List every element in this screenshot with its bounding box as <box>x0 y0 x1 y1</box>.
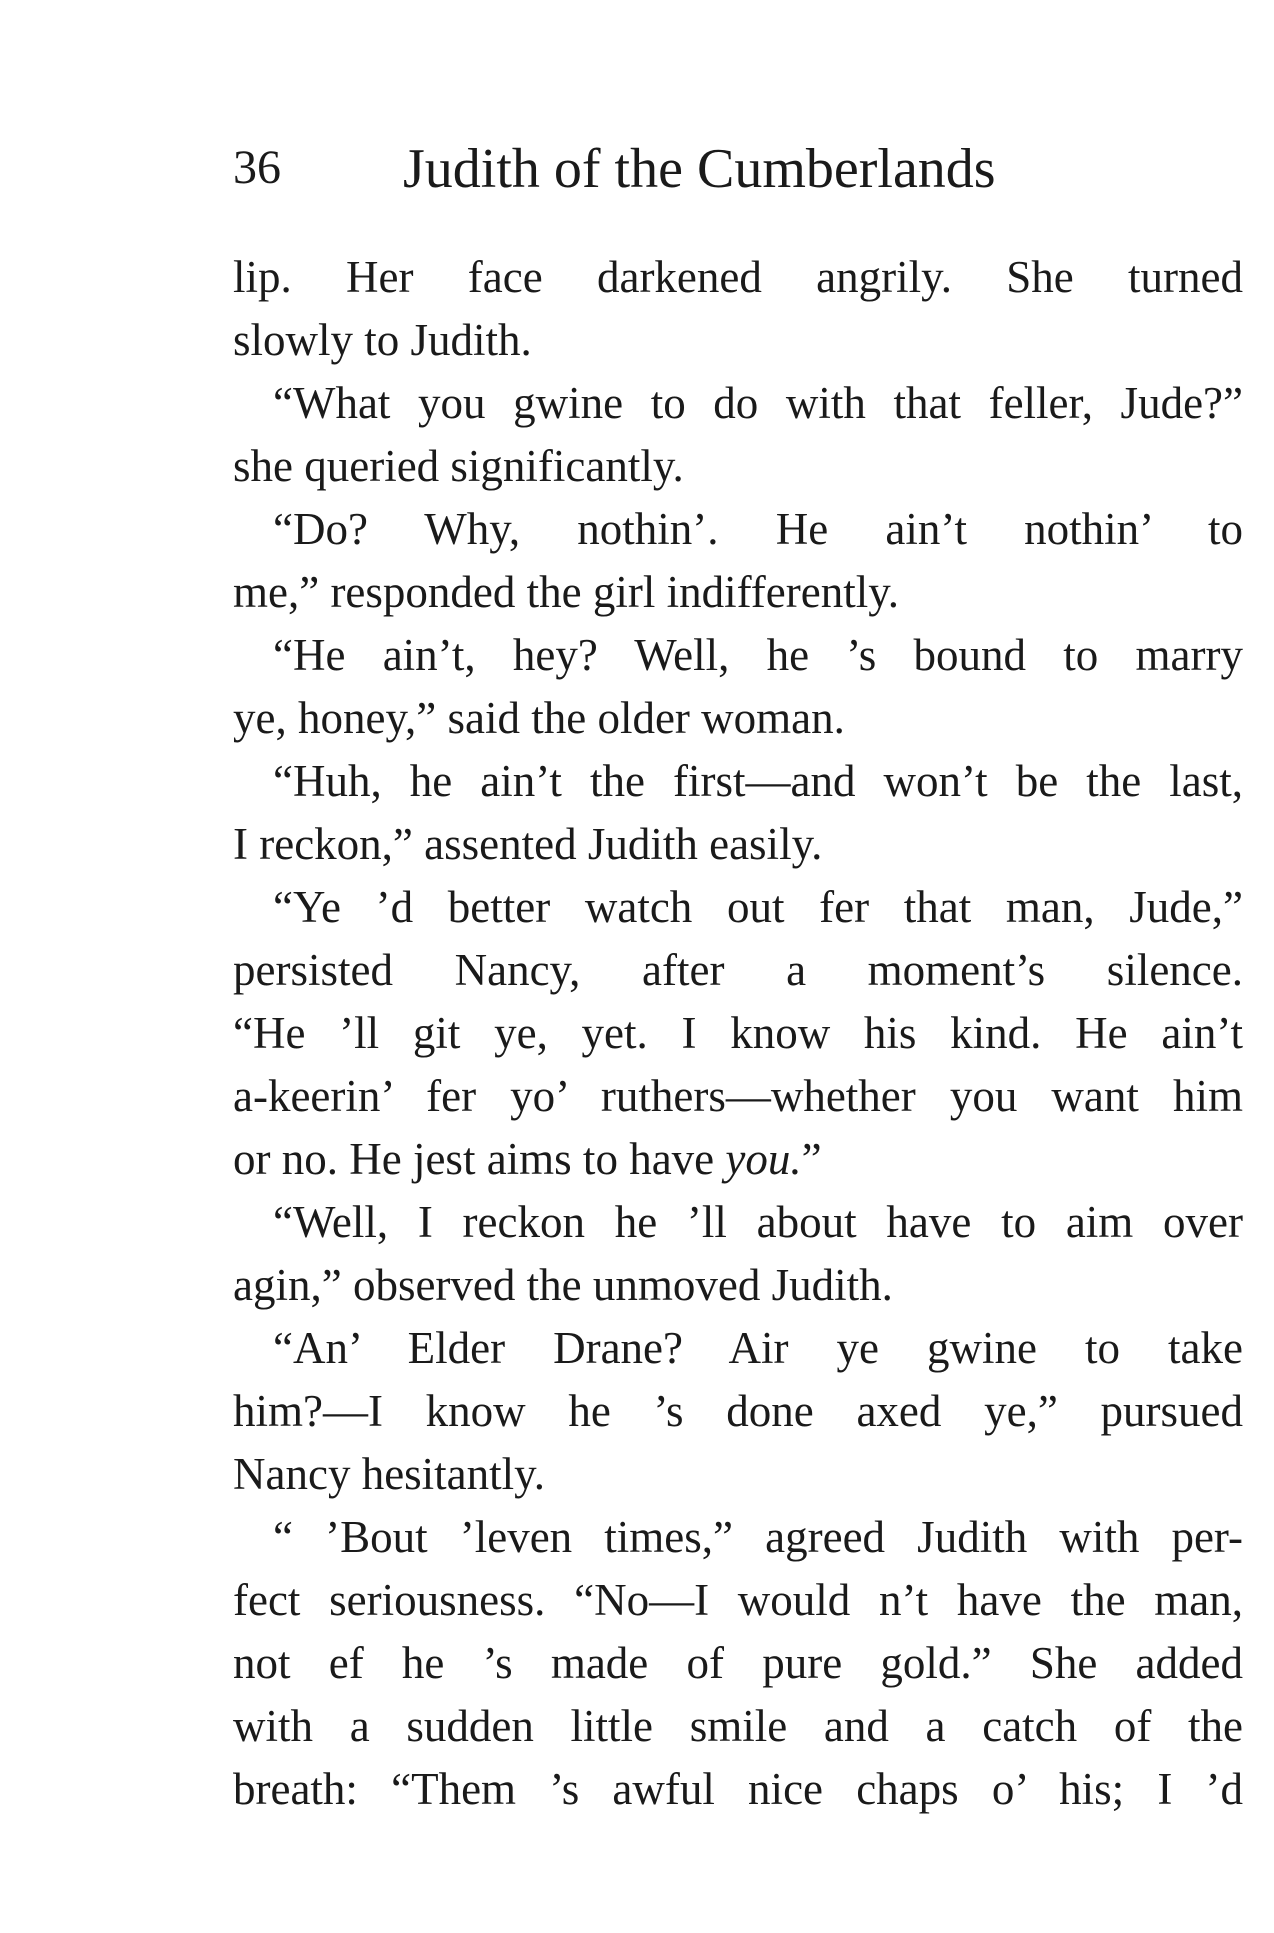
text-fragment: or no. He jest aims to have <box>233 1134 726 1184</box>
italic-emphasis: you. <box>725 1134 802 1184</box>
text-line: “Ye ’d better watch out fer that man, Jude,” <box>273 882 1243 932</box>
text-line: “What you gwine to do with that feller, Jude?” <box>273 378 1243 428</box>
text-line: a-keerin’ fer yo’ ruthers—whether you want him <box>233 1071 1243 1121</box>
text-line: “Well, I reckon he ’ll about have to aim over <box>273 1197 1243 1247</box>
text-line: lip. Her face darkened angrily. She turned <box>233 252 1243 302</box>
text-line: Nancy hesitantly. <box>233 1449 545 1499</box>
closing-quote: ” <box>801 1134 822 1184</box>
text-line: slowly to Judith. <box>233 315 532 365</box>
text-line: fect seriousness. “No—I would n’t have the man, <box>233 1575 1243 1625</box>
text-line <box>233 1128 1243 1191</box>
text-line: not ef he ’s made of pure gold.” She added <box>233 1638 1243 1688</box>
text-line: “He ain’t, hey? Well, he ’s bound to marry <box>273 630 1243 680</box>
text-line: “Huh, he ain’t the first—and won’t be the last, <box>273 756 1243 806</box>
text-line: “An’ Elder Drane? Air ye gwine to take <box>273 1323 1243 1373</box>
running-title: Judith of the Cumberlands <box>403 138 996 200</box>
running-head <box>233 138 1243 208</box>
text-line: “ ’Bout ’leven times,” agreed Judith with per- <box>273 1512 1243 1562</box>
text-line: him?—I know he ’s done axed ye,” pursued <box>233 1386 1243 1436</box>
text-line: I reckon,” assented Judith easily. <box>233 819 823 869</box>
text-line: breath: “Them ’s awful nice chaps o’ his; I ’d <box>233 1764 1243 1814</box>
text-line: she queried significantly. <box>233 441 684 491</box>
page-number: 36 <box>233 141 281 194</box>
text-line: me,” responded the girl indifferently. <box>233 567 900 617</box>
text-line: “Do? Why, nothin’. He ain’t nothin’ to <box>273 504 1243 554</box>
text-line: persisted Nancy, after a moment’s silence. <box>233 945 1243 995</box>
text-line: “He ’ll git ye, yet. I know his kind. He ain’t <box>233 1008 1243 1058</box>
text-line: ye, honey,” said the older woman. <box>233 693 845 743</box>
text-line: with a sudden little smile and a catch of the <box>233 1701 1243 1751</box>
text-line: agin,” observed the unmoved Judith. <box>233 1260 893 1310</box>
body-text <box>233 246 1243 1821</box>
